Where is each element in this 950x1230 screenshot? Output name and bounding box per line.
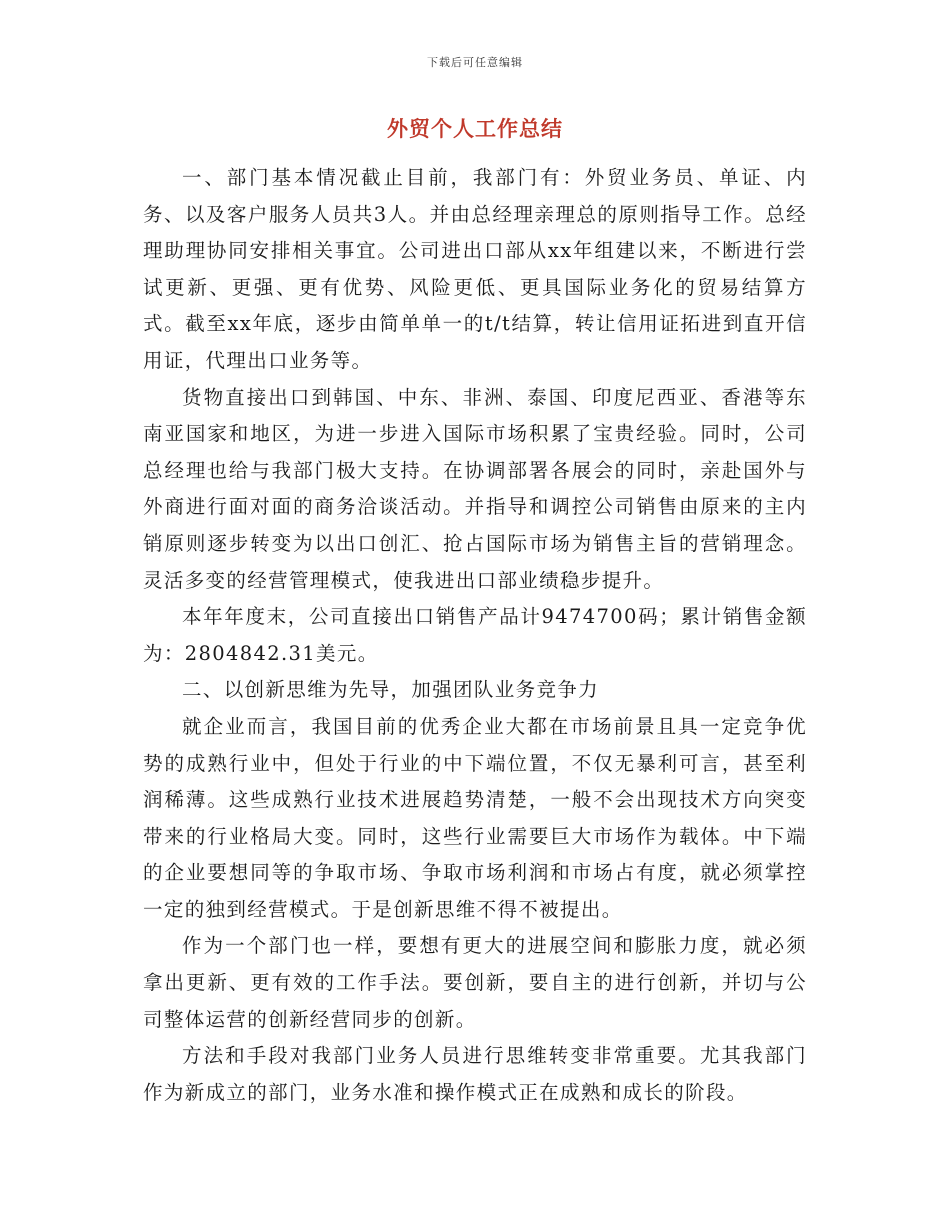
paragraph-methods: 方法和手段对我部门业务人员进行思维转变非常重要。尤其我部门作为新成立的部门，业务水准和操作模式正在成熟和成长的阶段。: [143, 1044, 807, 1104]
paragraph-department-innovation: 作为一个部门也一样，要想有更大的进展空间和膨胀力度，就必须拿出更新、更有效的工作手法。要创新，要自主的进行创新，并切与公司整体运营的创新经营同步的创新。: [143, 934, 807, 1031]
section-heading-innovation: 二、以创新思维为先导，加强团队业务竞争力: [182, 678, 600, 702]
document-body: [143, 160, 807, 1111]
document-title: 外贸个人工作总结: [387, 117, 563, 141]
header-note: 下载后可任意编辑: [427, 56, 523, 69]
paragraph-annual-sales: 本年年度末，公司直接出口销售产品计9474700码；累计销售金额为：2804842.31美元。: [143, 605, 807, 665]
paragraph-export-markets: 货物直接出口到韩国、中东、非洲、泰国、印度尼西亚、香港等东南亚国家和地区，为进一步进入国际市场积累了宝贵经验。同时，公司总经理也给与我部门极大支持。在协调部署各展会的同时，亲赴国外与外商进行面对面的商务洽谈活动。并指导和调控公司销售由原来的主内销原则逐步转变为以出口创汇、抢占国际市场为销售主旨的营销理念。灵活多变的经营管理模式，使我进出口部业绩稳步提升。: [143, 385, 807, 592]
paragraph-enterprise-context: 就企业而言，我国目前的优秀企业大都在市场前景且具一定竞争优势的成熟行业中，但处于行业的中下端位置，不仅无暴利可言，甚至利润稀薄。这些成熟行业技术进展趋势清楚，一般不会出现技术方向突变带来的行业格局大变。同时，这些行业需要巨大市场作为载体。中下端的企业要想同等的争取市场、争取市场利润和市场占有度，就必须掌控一定的独到经营模式。于是创新思维不得不被提出。: [143, 714, 807, 921]
paragraph-department-overview: 一、部门基本情况截止目前，我部门有：外贸业务员、单证、内务、以及客户服务人员共3人。并由总经理亲理总的原则指导工作。总经理助理协同安排相关事宜。公司进出口部从xx年组建以来，不断进行尝试更新、更强、更有优势、风险更低、更具国际业务化的贸易结算方式。截至xx年底，逐步由简单单一的t/t结算，转让信用证拓进到直开信用证，代理出口业务等。: [143, 166, 807, 372]
